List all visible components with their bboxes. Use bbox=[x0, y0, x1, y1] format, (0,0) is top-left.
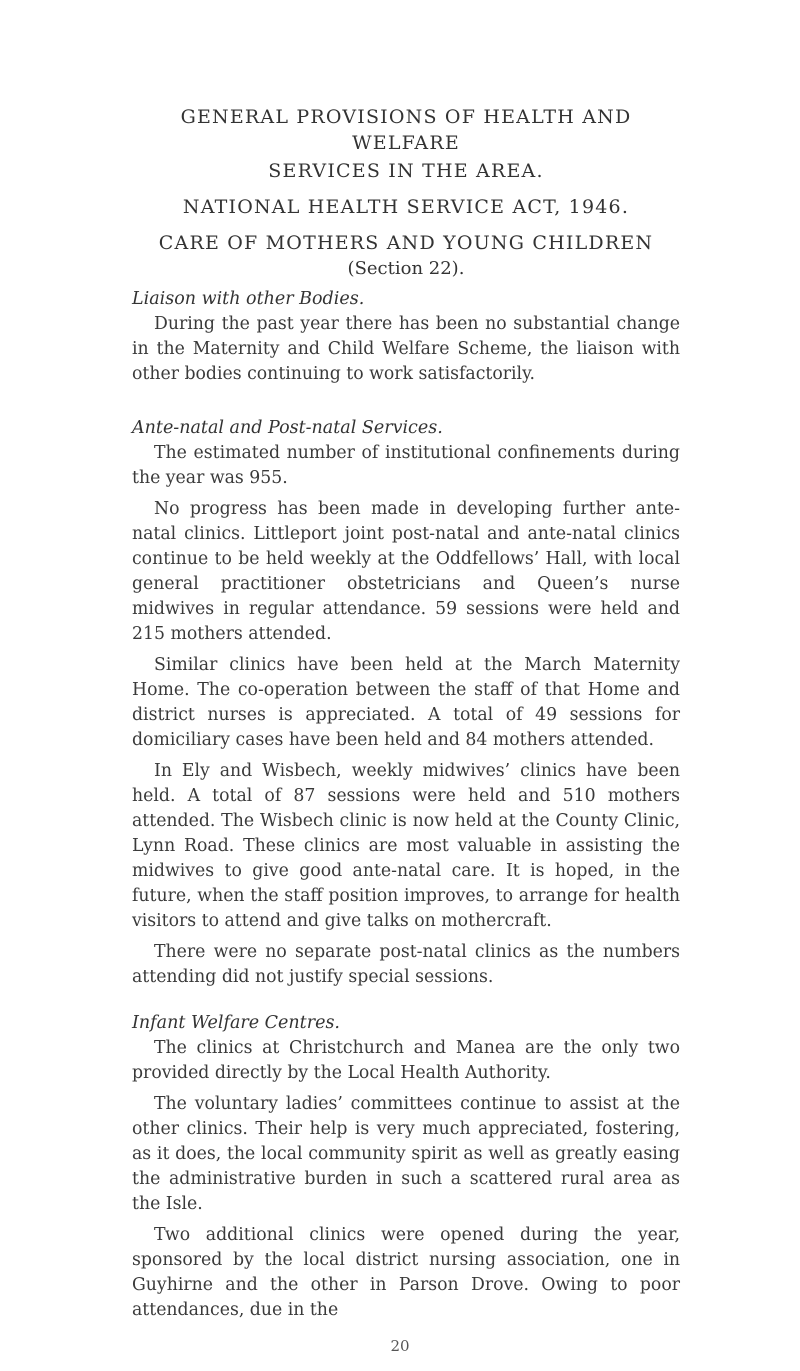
infant-welfare-title: Infant Welfare Centres. bbox=[132, 1013, 340, 1033]
section-reference: (Section 22). bbox=[347, 258, 465, 279]
antenatal-paragraph-1: The estimated number of institutional confinements during the year was 955. bbox=[132, 443, 680, 488]
care-heading: CARE OF MOTHERS AND YOUNG CHILDREN bbox=[158, 232, 654, 254]
antenatal-paragraph-4: In Ely and Wisbech, weekly midwives’ clinics have been held. A total of 87 sessions were held and 510 mothers attended. The Wisbech clinic is now held at the County Clinic, Lynn Road. These clinics are most valuable in assisting the midwives to give good ante-natal care. It is hoped, in the future, when the staff position improves, to arrange for health visitors to attend and give talks on mothercraft. bbox=[132, 761, 680, 931]
main-heading-line-1: GENERAL PROVISIONS OF HEALTH AND WELFARE bbox=[180, 106, 632, 154]
spacer bbox=[132, 996, 680, 1010]
antenatal-paragraph-5: There were no separate post-natal clinics as the numbers attending did not justify special sessions. bbox=[132, 942, 680, 987]
document-page bbox=[132, 104, 680, 1329]
page-number: 20 bbox=[390, 1337, 410, 1355]
infant-paragraph-3: Two additional clinics were opened during the year, sponsored by the local district nursing association, one in Guyhirne and the other in Parson Drove. Owing to poor attendances, due in the bbox=[132, 1225, 680, 1320]
antenatal-paragraph-2: No progress has been made in developing further ante-natal clinics. Littleport joint post-natal and ante-natal clinics continue to be held weekly at the Oddfellows’ Hall, with local general practitioner obstetricians and Queen’s nurse midwives in regular attendance. 59 sessions were held and 215 mothers attended. bbox=[132, 499, 680, 644]
infant-paragraph-1: The clinics at Christchurch and Manea are the only two provided directly by the Local Health Authority. bbox=[132, 1038, 680, 1083]
main-heading-line-2: SERVICES IN THE AREA. bbox=[268, 160, 544, 182]
antenatal-paragraph-3: Similar clinics have been held at the March Maternity Home. The co-operation between the staff of that Home and district nurses is appreciated. A total of 49 sessions for domiciliary cases have been held and 84 mothers attended. bbox=[132, 655, 680, 750]
liaison-paragraph: During the past year there has been no substantial change in the Maternity and Child Welfare Scheme, the liaison with other bodies continuing to work satisfactorily. bbox=[132, 314, 680, 384]
liaison-title: Liaison with other Bodies. bbox=[132, 289, 365, 309]
infant-paragraph-2: The voluntary ladies’ committees continue to assist at the other clinics. Their help is very much appreciated, fostering, as it does, the local community spirit as well as greatly easing the administrative burden in such a scattered rural area as the Isle. bbox=[132, 1094, 680, 1214]
antenatal-title: Ante-natal and Post-natal Services. bbox=[132, 418, 443, 438]
spacer bbox=[132, 393, 680, 415]
act-heading: NATIONAL HEALTH SERVICE ACT, 1946. bbox=[182, 196, 630, 218]
